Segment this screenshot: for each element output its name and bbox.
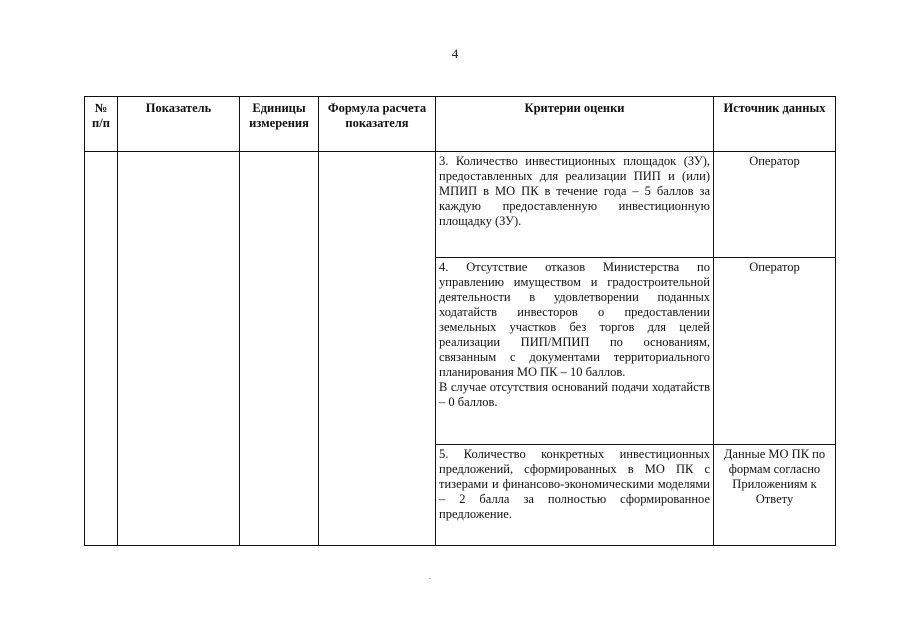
criteria-text-4: 4. Отсутствие отказов Министерства по управлению имуществом и градостроительной деятельности в удовлетворении поданных ходатайств инвесторов о предоставлении земельных участков без торгов для целей реализации ПИП/МПИП по основаниям, связанным с документами территориального планирования МО ПК – 10 баллов. xyxy=(439,260,710,379)
source-cell-5: Данные МО ПК по формам согласно Приложениям к Ответу xyxy=(714,445,836,546)
cell-units xyxy=(240,152,319,546)
page-number: 4 xyxy=(451,46,459,61)
cell-num xyxy=(85,152,118,546)
source-cell-4: Оператор xyxy=(714,258,836,445)
header-source: Источник данных xyxy=(714,97,836,152)
criteria-table xyxy=(84,96,836,546)
criteria-cell-3: 3. Количество инвестиционных площадок (ЗУ), предоставленных для реализации ПИП и (или) МПИП в МО ПК в течение года – 5 баллов за каждую предоставленную инвестиционную площадку (ЗУ). xyxy=(436,152,714,258)
scan-speck xyxy=(429,578,431,579)
header-indicator: Показатель xyxy=(118,97,240,152)
header-criteria: Критерии оценки xyxy=(436,97,714,152)
cell-formula xyxy=(319,152,436,546)
table-header-row xyxy=(85,97,836,152)
criteria-cell-5: 5. Количество конкретных инвестиционных предложений, сформированных в МО ПК с тизерами и финансово-экономическими моделями – 2 балла за полностью сформированное предложение. xyxy=(436,445,714,546)
header-units: Единицы измерения xyxy=(240,97,319,152)
table-row xyxy=(85,152,836,258)
criteria-note-4: В случае отсутствия оснований подачи ходатайств – 0 баллов. xyxy=(439,380,710,409)
criteria-cell-4 xyxy=(436,258,714,445)
header-formula: Формула расчета показателя xyxy=(319,97,436,152)
source-cell-3: Оператор xyxy=(714,152,836,258)
cell-indicator xyxy=(118,152,240,546)
header-num: № п/п xyxy=(85,97,118,152)
